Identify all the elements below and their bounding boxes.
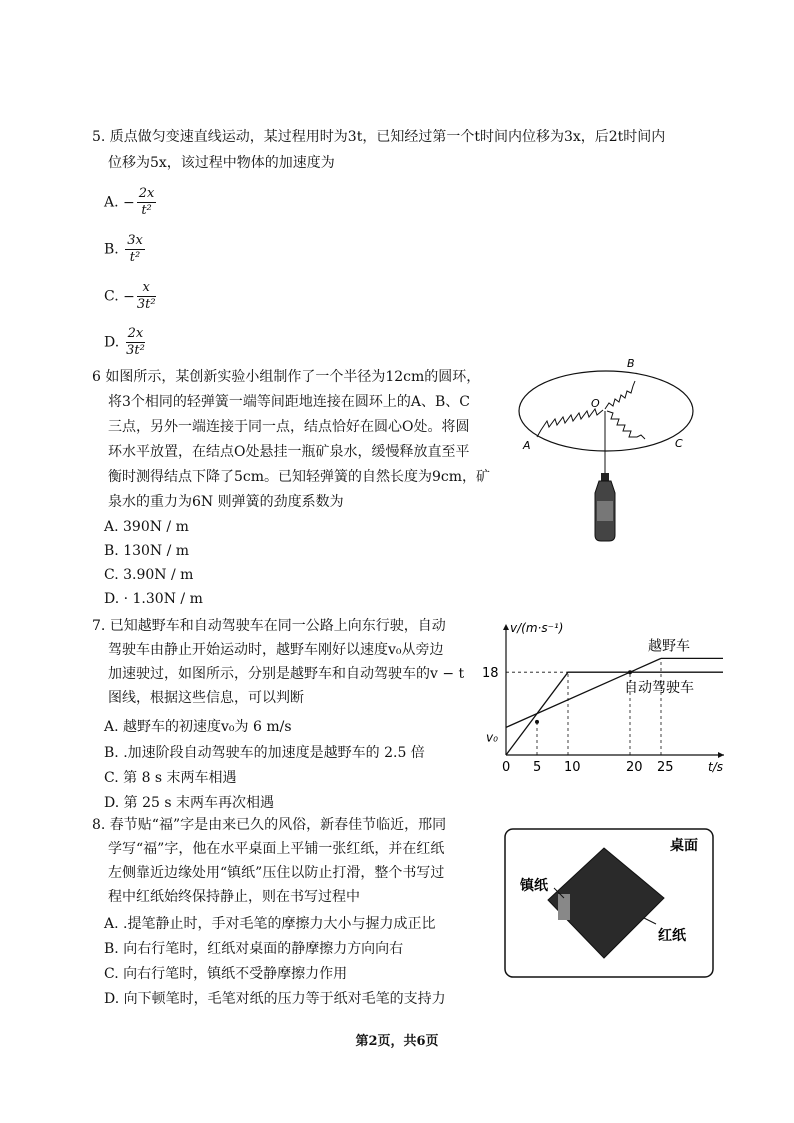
q5-option-a: A. − $\frac{2x}{\text{t²}}$ [104,186,155,218]
q7-option-a: A. 越野车的初速度v₀为 6 m/s [104,719,292,735]
label-b: B [627,357,635,370]
q8-line: 8. 春节贴“福”字是由来已久的风俗，新春佳节临近，邢同 [92,817,447,833]
q5-line1: 5. 质点做匀变速直线运动，某过程用时为3t，已知经过第一个t时间内位移为3x，后2t时间内 [92,129,666,145]
ring [519,371,693,451]
q7-line: 加速驶过，如图所示，分别是越野车和自动驾驶车的v − t [108,666,465,682]
x-tick-label: 20 [626,760,643,775]
q8-option-b: B. 向右行笔时，红纸对桌面的静摩擦力方向向右 [104,941,404,957]
q6-option-c: C. 3.90N / m [104,567,194,583]
x-tick-label: 10 [564,760,581,775]
y-axis-label: v/(m·s⁻¹) [510,621,564,635]
q7-option-d: D. 第 25 s 末两车再次相遇 [104,795,274,811]
y-tick-label: v₀ [486,730,498,745]
q6-line: 衡时测得结点下降了5cm。已知轻弹簧的自然长度为9cm，矿 [108,469,491,485]
desk-paper-figure [504,828,714,978]
q6-option-b: B. 130N / m [104,543,190,559]
label-c: C [675,437,683,450]
spring-oc [607,411,645,439]
q5-option-b: B. $\frac{3x}{\text{t²}}$ [104,233,143,265]
q8-option-d: D. 向下顿笔时，毛笔对纸的压力等于纸对毛笔的支持力 [104,991,446,1007]
x-axis-arrow [718,752,724,758]
q7-line: 图线，根据这些信息，可以判断 [108,690,304,706]
q8-line: 左侧靠近边缘处用“镇纸”压住以防止打滑，整个书写过 [108,865,445,881]
label-o: O [591,397,600,410]
q6-line: 6 如图所示，某创新实验小组制作了一个半径为12cm的圆环， [92,369,481,385]
q8-line: 学写“福”字，他在水平桌面上平铺一张红纸，并在红纸 [108,841,445,857]
ring-spring-figure [515,355,697,545]
q6-line: 环水平放置，在结点O处悬挂一瓶矿泉水，缓慢释放直至平 [108,444,470,460]
label-a: A [523,439,531,452]
q6-line: 将3个相同的轻弹簧一端等间距地连接在圆环上的A、B、C [108,394,471,410]
spring-oa [537,409,603,437]
y-tick-label: 18 [482,666,499,682]
vt-chart [482,620,732,780]
q7-line: 7. 已知越野车和自动驾驶车在同一公路上向东行驶，自动 [92,618,446,634]
q8-option-c: C. 向右行笔时，镇纸不受静摩擦力作用 [104,966,348,982]
series-label: 自动驾驶车 [624,680,694,697]
q8-line: 程中红纸始终保持静止，则在书写过程中 [108,889,360,905]
q5-option-c: C. − $\frac{x}{\text{3t²}}$ [104,280,156,312]
q7-line: 驾驶车由静止开始运动时，越野车刚好以速度v₀从旁边 [108,642,444,658]
x-tick-label: 25 [657,760,674,775]
x-tick-label: 0 [502,760,511,775]
q8-option-a: A. .提笔静止时，手对毛笔的摩擦力大小与握力成正比 [104,916,436,932]
q6-line: 泉水的重力为6N 则弹簧的劲度系数为 [108,494,344,510]
q6-option-a: A. 390N / m [104,519,189,535]
intersection-point [535,720,539,724]
water-bottle-icon [595,473,615,541]
y-axis-arrow [503,624,509,630]
weight-label: 镇纸 [520,878,548,894]
q6-line: 三点，另外一端连接于同一点，结点恰好在圆心O处。将圆 [108,419,470,435]
x-axis-label: t/s [708,760,723,774]
x-tick-label: 5 [533,760,542,775]
desk-label: 桌面 [670,838,698,854]
q6-option-d: D. · 1.30N / m [104,591,203,607]
paper-label: 红纸 [658,928,686,944]
q7-option-c: C. 第 8 s 末两车相遇 [104,770,237,786]
q5-option-d: D. $\frac{2x}{\text{3t²}}$ [104,326,145,358]
page-footer: 第2页，共6页 [355,1034,439,1049]
q7-option-b: B. .加速阶段自动驾驶车的加速度是越野车的 2.5 倍 [104,745,425,761]
intersection-point [628,670,632,674]
q5-line2: 位移为5x，该过程中物体的加速度为 [108,155,335,171]
spring-ob [605,381,635,409]
series-label: 越野车 [648,638,690,655]
